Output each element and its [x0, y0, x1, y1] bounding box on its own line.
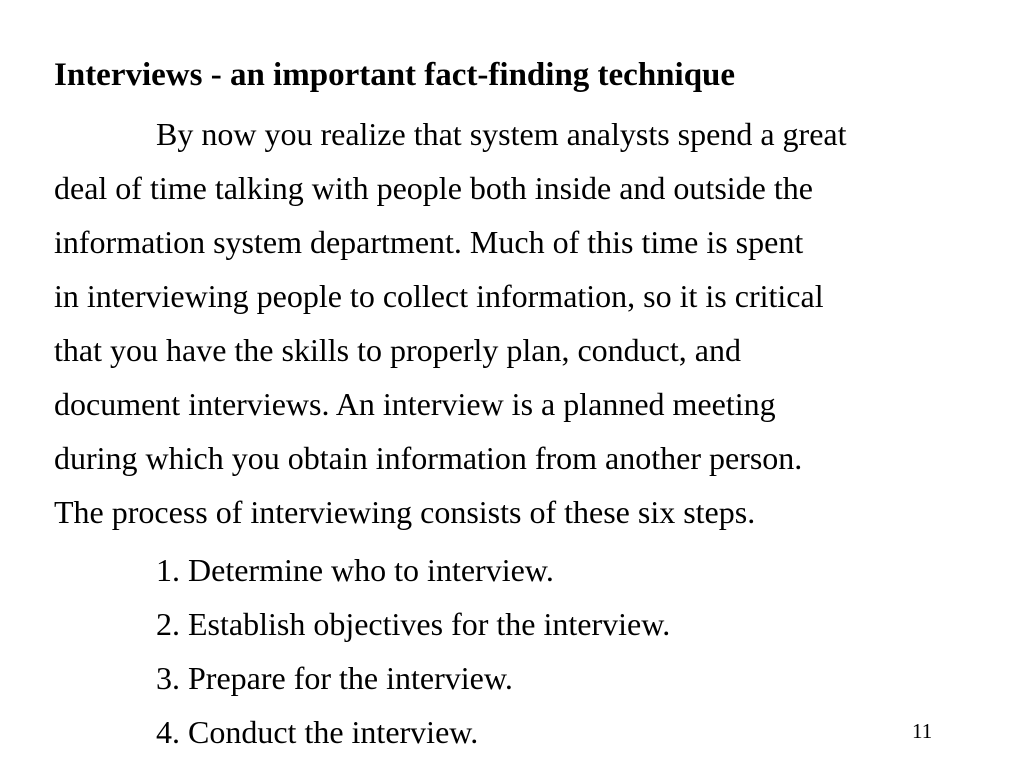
step-item: 4. Conduct the interview. — [156, 714, 479, 750]
step-item: 3. Prepare for the interview. — [156, 660, 513, 696]
paragraph-line: deal of time talking with people both inside and outside the — [54, 170, 813, 206]
paragraph-line: during which you obtain information from another person. — [54, 440, 803, 476]
step-item: 1. Determine who to interview. — [156, 552, 554, 588]
paragraph-line: in interviewing people to collect information, so it is critical — [54, 278, 824, 314]
paragraph-line: document interviews. An interview is a planned meeting — [54, 386, 776, 422]
paragraph-line: By now you realize that system analysts spend a great — [156, 116, 847, 152]
step-item: 2. Establish objectives for the interview. — [156, 606, 671, 642]
paragraph-line: information system department. Much of this time is spent — [54, 224, 804, 260]
page-number: 11 — [912, 719, 933, 743]
paragraph-line: that you have the skills to properly plan, conduct, and — [54, 332, 741, 368]
slide-title: Interviews - an important fact-finding technique — [54, 57, 736, 93]
paragraph-line: The process of interviewing consists of these six steps. — [54, 494, 756, 530]
